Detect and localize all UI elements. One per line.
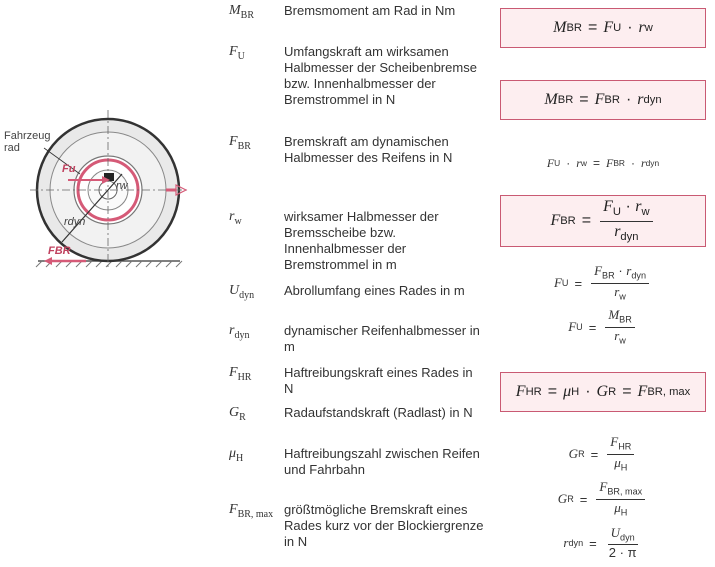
- formula-fhr: F HR = μ H · G R = F BR, max: [500, 372, 706, 412]
- description: Umfangskraft am wirksamen Halbmesser der Scheibenbremse bzw. Innenhalbmesser der Bremstrommel in N: [284, 44, 477, 107]
- wheel-diagram: [0, 100, 220, 280]
- formula-gr-from-fhr: G R = $\frac{F_{HR}}{\mu_H}$: [498, 433, 708, 475]
- fbr-label: FBR: [48, 245, 71, 257]
- symbol: $F_{HR}$: [229, 365, 252, 383]
- formula-fbr: F BR = $\frac{F_U \cdot r_w}{r_{dyn}}$: [500, 195, 706, 247]
- symbol: $r_w$: [229, 209, 242, 227]
- description: größtmögliche Bremskraft eines Rades kurz vor der Blockiergrenze in N: [284, 502, 484, 549]
- fraction: $\frac{M_{BR}}{r_w}$: [605, 308, 634, 345]
- vehicle-wheel-label: Fahrzeug rad: [4, 130, 51, 154]
- wheel-brake-figure: [0, 100, 220, 280]
- formula-rdyn: r dyn = $\frac{U_{dyn}}{2 \cdot \pi}$: [498, 522, 708, 564]
- symbol: $\mu_H$: [229, 446, 244, 464]
- formula-equilibrium: F U · r w = F BR · r dyn: [546, 155, 660, 170]
- symbol: $F_{BR, max}$: [229, 502, 274, 520]
- description: dynamischer Reifenhalbmesser in m: [284, 323, 480, 354]
- description: wirksamer Halbmesser der Bremsscheibe bzw. Innenhalbmesser der Bremstrommel in m: [284, 209, 439, 272]
- description: Radaufstandskraft (Radlast) in N: [284, 405, 473, 420]
- fraction: $\frac{U_{dyn}}{2 \cdot \pi}$: [608, 524, 637, 560]
- description: Abrollumfang eines Rades in m: [284, 283, 465, 298]
- fraction: $\frac{F_{HR}}{\mu_H}$: [607, 435, 634, 472]
- description: Bremsmoment am Rad in Nm: [284, 3, 456, 18]
- rdyn-label: rdyn: [64, 216, 86, 228]
- symbol: $G_R$: [229, 405, 246, 423]
- symbol: $U_{dyn}$: [229, 283, 255, 301]
- description: Haftreibungskraft eines Rades in N: [284, 365, 473, 396]
- fu-label: Fu: [62, 163, 76, 175]
- symbol: $r_{dyn}$: [229, 323, 250, 341]
- fraction: $\frac{F_{BR, max}}{\mu_H}$: [596, 480, 645, 517]
- rw-label: rw: [116, 180, 128, 192]
- formula-braking-torque-fu: M BR = F U · r w: [500, 8, 706, 48]
- symbol: $F_U$: [229, 44, 245, 62]
- description: Haftreibungszahl zwischen Reifen und Fahrbahn: [284, 446, 480, 477]
- description: Bremskraft am dynamischen Halbmesser des Reifens in N: [284, 134, 453, 165]
- formula-gr-from-fbrmax: G R = $\frac{F_{BR, max}}{\mu_H}$: [498, 478, 708, 520]
- formula-fu-from-mbr: F U = $\frac{M_{BR}}{r_w}$: [498, 306, 708, 348]
- symbol: $M_{BR}$: [229, 3, 255, 21]
- symbol: $F_{BR}$: [229, 134, 251, 152]
- formula-fu-from-fbr: F U = $\frac{F_{BR} \cdot r_{dyn}}{r_w}$: [498, 262, 708, 304]
- fraction: $\frac{F_{BR} \cdot r_{dyn}}{r_w}$: [591, 264, 649, 301]
- formula-braking-torque-fbr: M BR = F BR · r dyn: [500, 80, 706, 120]
- fraction: $\frac{F_U \cdot r_w}{r_{dyn}}$: [600, 198, 652, 243]
